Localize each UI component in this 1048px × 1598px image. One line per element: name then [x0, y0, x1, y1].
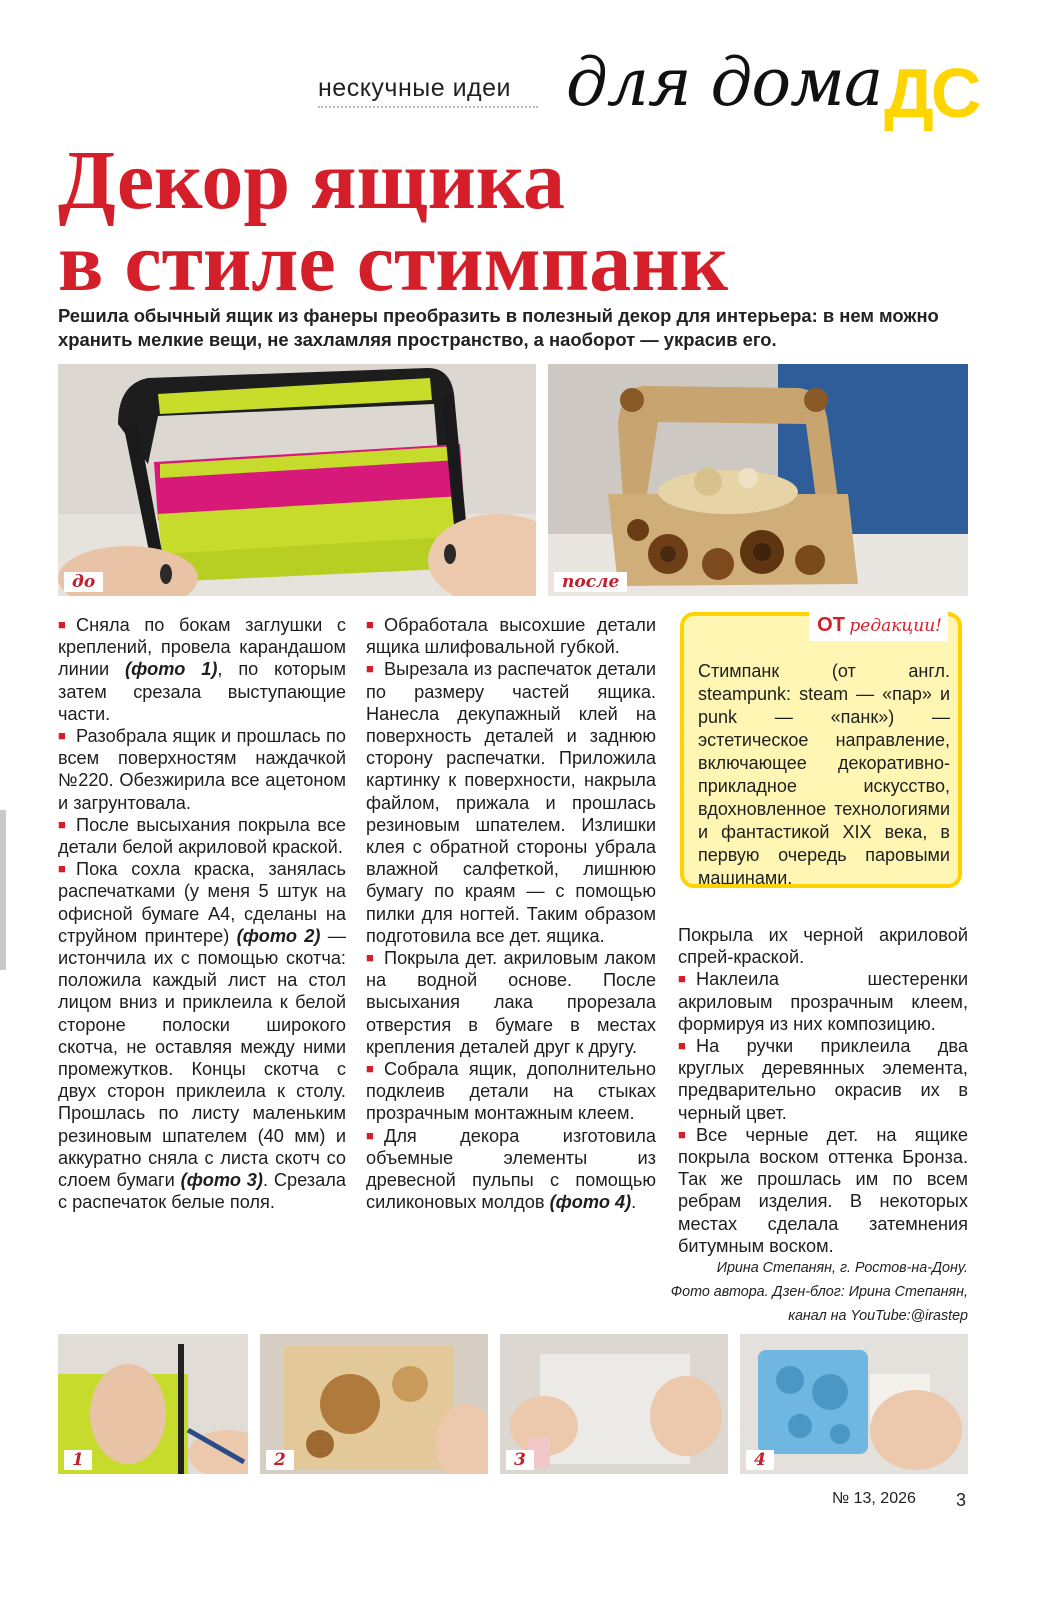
photo-before-label: до	[64, 572, 103, 592]
article-lead: Решила обычный ящик из фанеры преобразить в полезный декор для интерьера: в нем можно хранить мелкие вещи, не захламляя пространство, а наоборот — украсив его.	[58, 305, 939, 350]
paragraph	[678, 968, 968, 1035]
editorial-ot: ОТ	[817, 614, 845, 636]
step-photo-3-illustration	[500, 1334, 728, 1474]
step-photo-3	[500, 1334, 728, 1474]
paragraph-text: Для декора изготовила объемные элементы из древесной пульпы с помощью силиконовых молдов	[366, 1125, 656, 1213]
bullet-icon: ■	[58, 617, 66, 632]
page-number: 3	[956, 1490, 967, 1510]
rubric-divider	[318, 106, 538, 108]
author-line: Ирина Степанян, г. Ростов-на-Дону.	[716, 1260, 968, 1276]
bullet-icon: ■	[678, 1038, 686, 1054]
photo-ref: (фото 1)	[125, 659, 218, 680]
paragraph	[678, 1035, 968, 1124]
photo-ref: (фото 2)	[236, 925, 321, 946]
magazine-logo: ДС	[884, 54, 979, 132]
photo-ref: (фото 4)	[549, 1192, 632, 1213]
article-title-line-2: в стиле стимпанк	[58, 216, 729, 309]
paragraph-text: Собрала ящик, дополнительно подклеив детали на стыках прозрачным монтажным клеем.	[366, 1059, 656, 1124]
paragraph-text: После высыхания покрыла все детали белой акриловой краской.	[58, 814, 346, 858]
paragraph-text: Разобрала ящик и прошлась по всем поверхностям наждачкой №220. Обезжирила все ацетоном и загрунтовала.	[58, 726, 346, 813]
paragraph	[58, 858, 346, 1213]
paragraph	[366, 1125, 656, 1214]
article-column-3	[678, 924, 968, 1257]
paragraph-text: — истончила их с помощью скотча: положила каждый лист на стол лицом вниз и приклеила к белой стороне полоски широкого скотча, не оставляя между ними промежутков. Концы скотча с двух сторон приклеила к столу. Прошлась по листу маленьким резиновым шпателем (40 мм) и аккуратно сняла с листа скотч со слоем бумаги	[58, 925, 346, 1191]
bullet-icon: ■	[366, 661, 374, 677]
paragraph	[58, 814, 346, 858]
bullet-icon: ■	[366, 950, 374, 966]
editorial-note-box	[680, 612, 962, 888]
bullet-icon: ■	[366, 617, 374, 632]
paragraph	[366, 947, 656, 1058]
paragraph	[58, 614, 346, 725]
bullet-icon: ■	[58, 861, 66, 877]
photo-ref: (фото 3)	[180, 1170, 263, 1191]
section-title: для дома	[566, 44, 883, 121]
bullet-icon: ■	[58, 728, 66, 744]
bullet-icon: ■	[366, 1061, 374, 1077]
photo-after	[548, 364, 968, 596]
photo-before	[58, 364, 536, 596]
step-photo-4-illustration	[740, 1334, 968, 1474]
paragraph-text: Все черные дет. на ящике покрыла воском оттенка Бронза. Так же прошлась им по всем ребрам изделия. В некоторых местах сделала затемнения битумным воском.	[678, 1124, 968, 1256]
photo-credit-line: Фото автора. Дзен-блог: Ирина Степанян, канал на YouTube:@irastep	[670, 1284, 968, 1324]
paragraph	[58, 725, 346, 814]
bullet-icon: ■	[58, 816, 66, 832]
step-photo-1-number: 1	[64, 1450, 92, 1470]
paragraph-text: Наклеила шестеренки акриловым прозрачным клеем, формируя из них композицию.	[678, 969, 968, 1034]
step-photo-4	[740, 1334, 968, 1474]
paragraph	[366, 1058, 656, 1125]
paragraph	[366, 658, 656, 947]
paragraph	[366, 614, 656, 658]
paragraph-text: Сняла по бокам заглушки с креплений, провела карандашом линии	[58, 615, 346, 680]
paragraph-text: Покрыла дет. акриловым лаком на водной основе. После высыхания лака прорезала отверстия в бумаге в местах крепления деталей друг к другу.	[366, 948, 656, 1057]
issue-number: № 13, 2026	[832, 1490, 916, 1507]
article-title	[58, 134, 1018, 309]
article-title-line-1: Декор ящика	[58, 134, 565, 227]
page-edge-mark	[0, 810, 6, 970]
paragraph-text: , по которым затем срезала выступающие части.	[58, 659, 346, 724]
paragraph-text: Вырезала из распечаток детали по размеру частей ящика. Нанесла декупажный клей на поверхность деталей и заднюю сторону распечатки. Приложила картинку к поверхности, накрыла файлом, прижала и прошлась резиновым шпателем. Излишки клея с обратной стороны убрала влажной салфеткой, лишнюю бумагу по краям — с помощью пилки для ногтей. Таким образом подготовила все дет. ящика.	[366, 659, 656, 946]
editorial-note-text: Стимпанк (от англ. steampunk: steam — «пар» и punk — «панк») — эстетическое направление, включающее декоративно-прикладное искусство, вдохновленное технологиями и фантастикой XIX века, в первую очередь паровыми машинами.	[698, 661, 950, 888]
photo-after-label: после	[554, 572, 627, 592]
rubric-label: нескучные идеи	[318, 74, 511, 102]
box-before-illustration	[58, 364, 536, 596]
step-photo-3-number: 3	[506, 1450, 534, 1470]
article-column-1	[58, 614, 346, 1213]
step-photo-2-illustration	[260, 1334, 488, 1474]
paragraph-text: На ручки приклеила два круглых деревянных элемента, предварительно окрасив их в черный цвет.	[678, 1036, 968, 1123]
bullet-icon: ■	[678, 971, 686, 987]
paragraph-text: Пока сохла краска, занялась распечатками (у меня 5 штук на офисной бумаге А4, сделаны на струйном принтере)	[58, 859, 346, 946]
step-photo-4-number: 4	[746, 1450, 774, 1470]
step-photo-1	[58, 1334, 248, 1474]
paragraph-text: Обработала высохшие детали ящика шлифовальной губкой.	[366, 615, 656, 658]
step-photo-2	[260, 1334, 488, 1474]
paragraph	[678, 1124, 968, 1257]
bullet-icon: ■	[678, 1126, 686, 1142]
editorial-red: редакции!	[849, 616, 942, 636]
step-photo-2-number: 2	[266, 1450, 294, 1470]
paragraph-text: .	[631, 1192, 637, 1213]
author-credits	[640, 1256, 968, 1328]
editorial-note-heading	[809, 612, 948, 641]
article-column-2	[366, 614, 656, 1213]
box-after-illustration	[548, 364, 968, 596]
paragraph-text: . Срезала с распечаток белые поля.	[58, 1170, 346, 1213]
paragraph: Покрыла их черной акриловой спрей-краской.	[678, 925, 968, 968]
bullet-icon: ■	[366, 1127, 374, 1143]
